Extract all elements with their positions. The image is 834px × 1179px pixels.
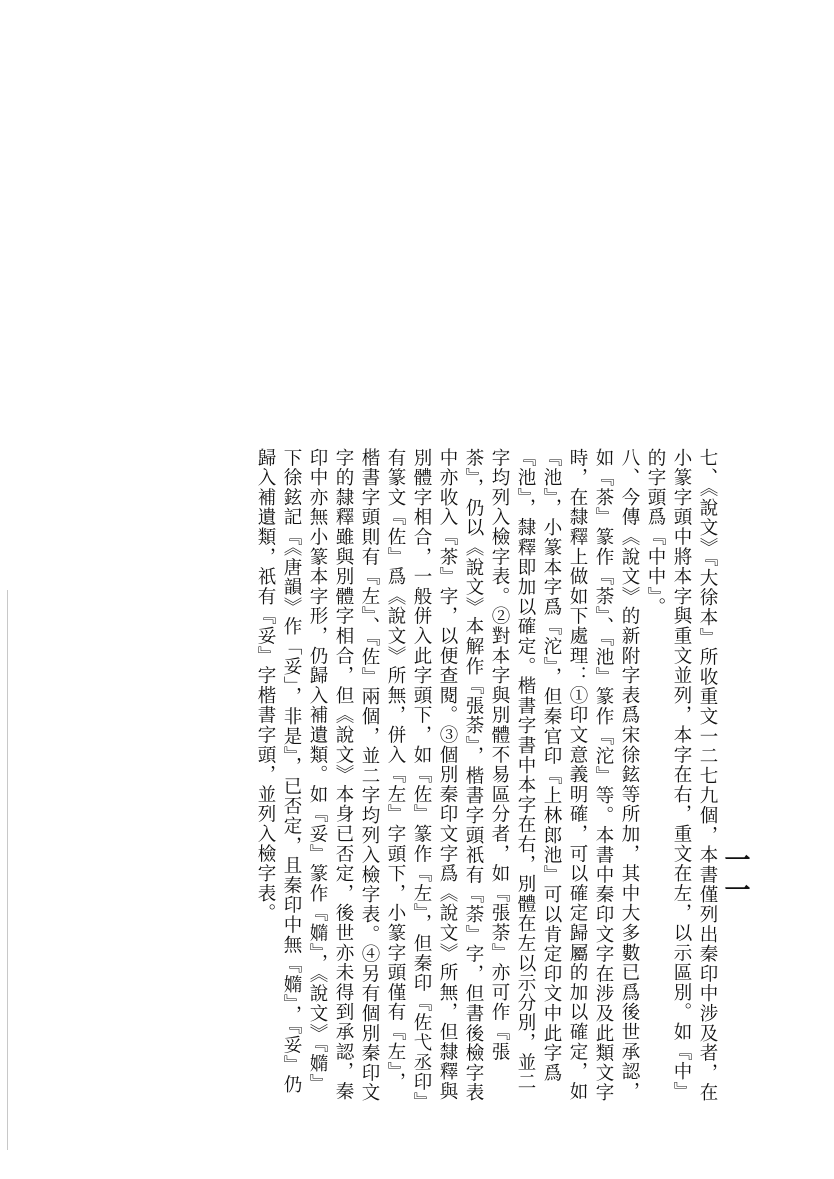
paragraph-text: 今傳《說文》的新附字表爲宋徐鉉等所加，其中大多數已爲後世承認，如『茶』篆作『荼』、『池』篆作『沱』等。本書中秦印文字在涉及此類文字時，在隸釋上做如下處理：①印文意義明確，可以確定歸屬的加以確定，如『池』，小篆本字爲『沱』，但秦官印『上林郎池』可以肯定印文中此字爲『池』，隸釋即加以確定。楷書字書中本字在右，別體在左以示分別，並二字均列入檢字表。②對本字與別體不易區分者，如『張荼』亦可作『張茶』，仍以《說文》本解作『張荼』，楷書字頭祇有『荼』字，但書後檢字表中亦收入『茶』字，以便查閱。③個別秦印文字爲《說文》所無，但隸釋與別體字相合，一般併入此字頭下，如『佐』篆作『左』，但秦印『佐弋丞印』有篆文『佐』爲《說文》所無，併入『左』字頭下，小篆字頭僅有『左』，楷書字頭則有『左』、『佐』兩個，並二字均列入檢字表。④另有個別秦印文字的隸釋雖與別體字相合，但《說文》本身已否定，後世亦未得到承認，秦印中亦無小篆本字形，仍歸入補遺類。如『妥』篆作『嫷』，《說文》『嫷』下徐鉉記『《唐韻》作「妥」，非是』，已否定，且秦印中無『嫷』，『妥』仍歸入補遺類，祇有『妥』字楷書字頭，並列入檢字表。 xyxy=(255,448,640,1103)
paragraph-marker: 七、 xyxy=(697,448,718,488)
paragraph-marker: 八、 xyxy=(619,448,640,488)
page-number: 一一 xyxy=(720,846,750,906)
paragraph-7 xyxy=(642,448,720,1108)
scan-edge-line xyxy=(7,590,8,1150)
paragraph-text: 《說文》『大徐本』所收重文一二七九個，本書僅列出秦印中涉及者，在小篆字頭中將本字與重文並列，本字在右，重文在左，以示區別。如『中』的字頭爲『中中』。 xyxy=(645,448,718,1103)
body-text xyxy=(150,448,720,1108)
paragraph-8 xyxy=(252,448,642,1108)
